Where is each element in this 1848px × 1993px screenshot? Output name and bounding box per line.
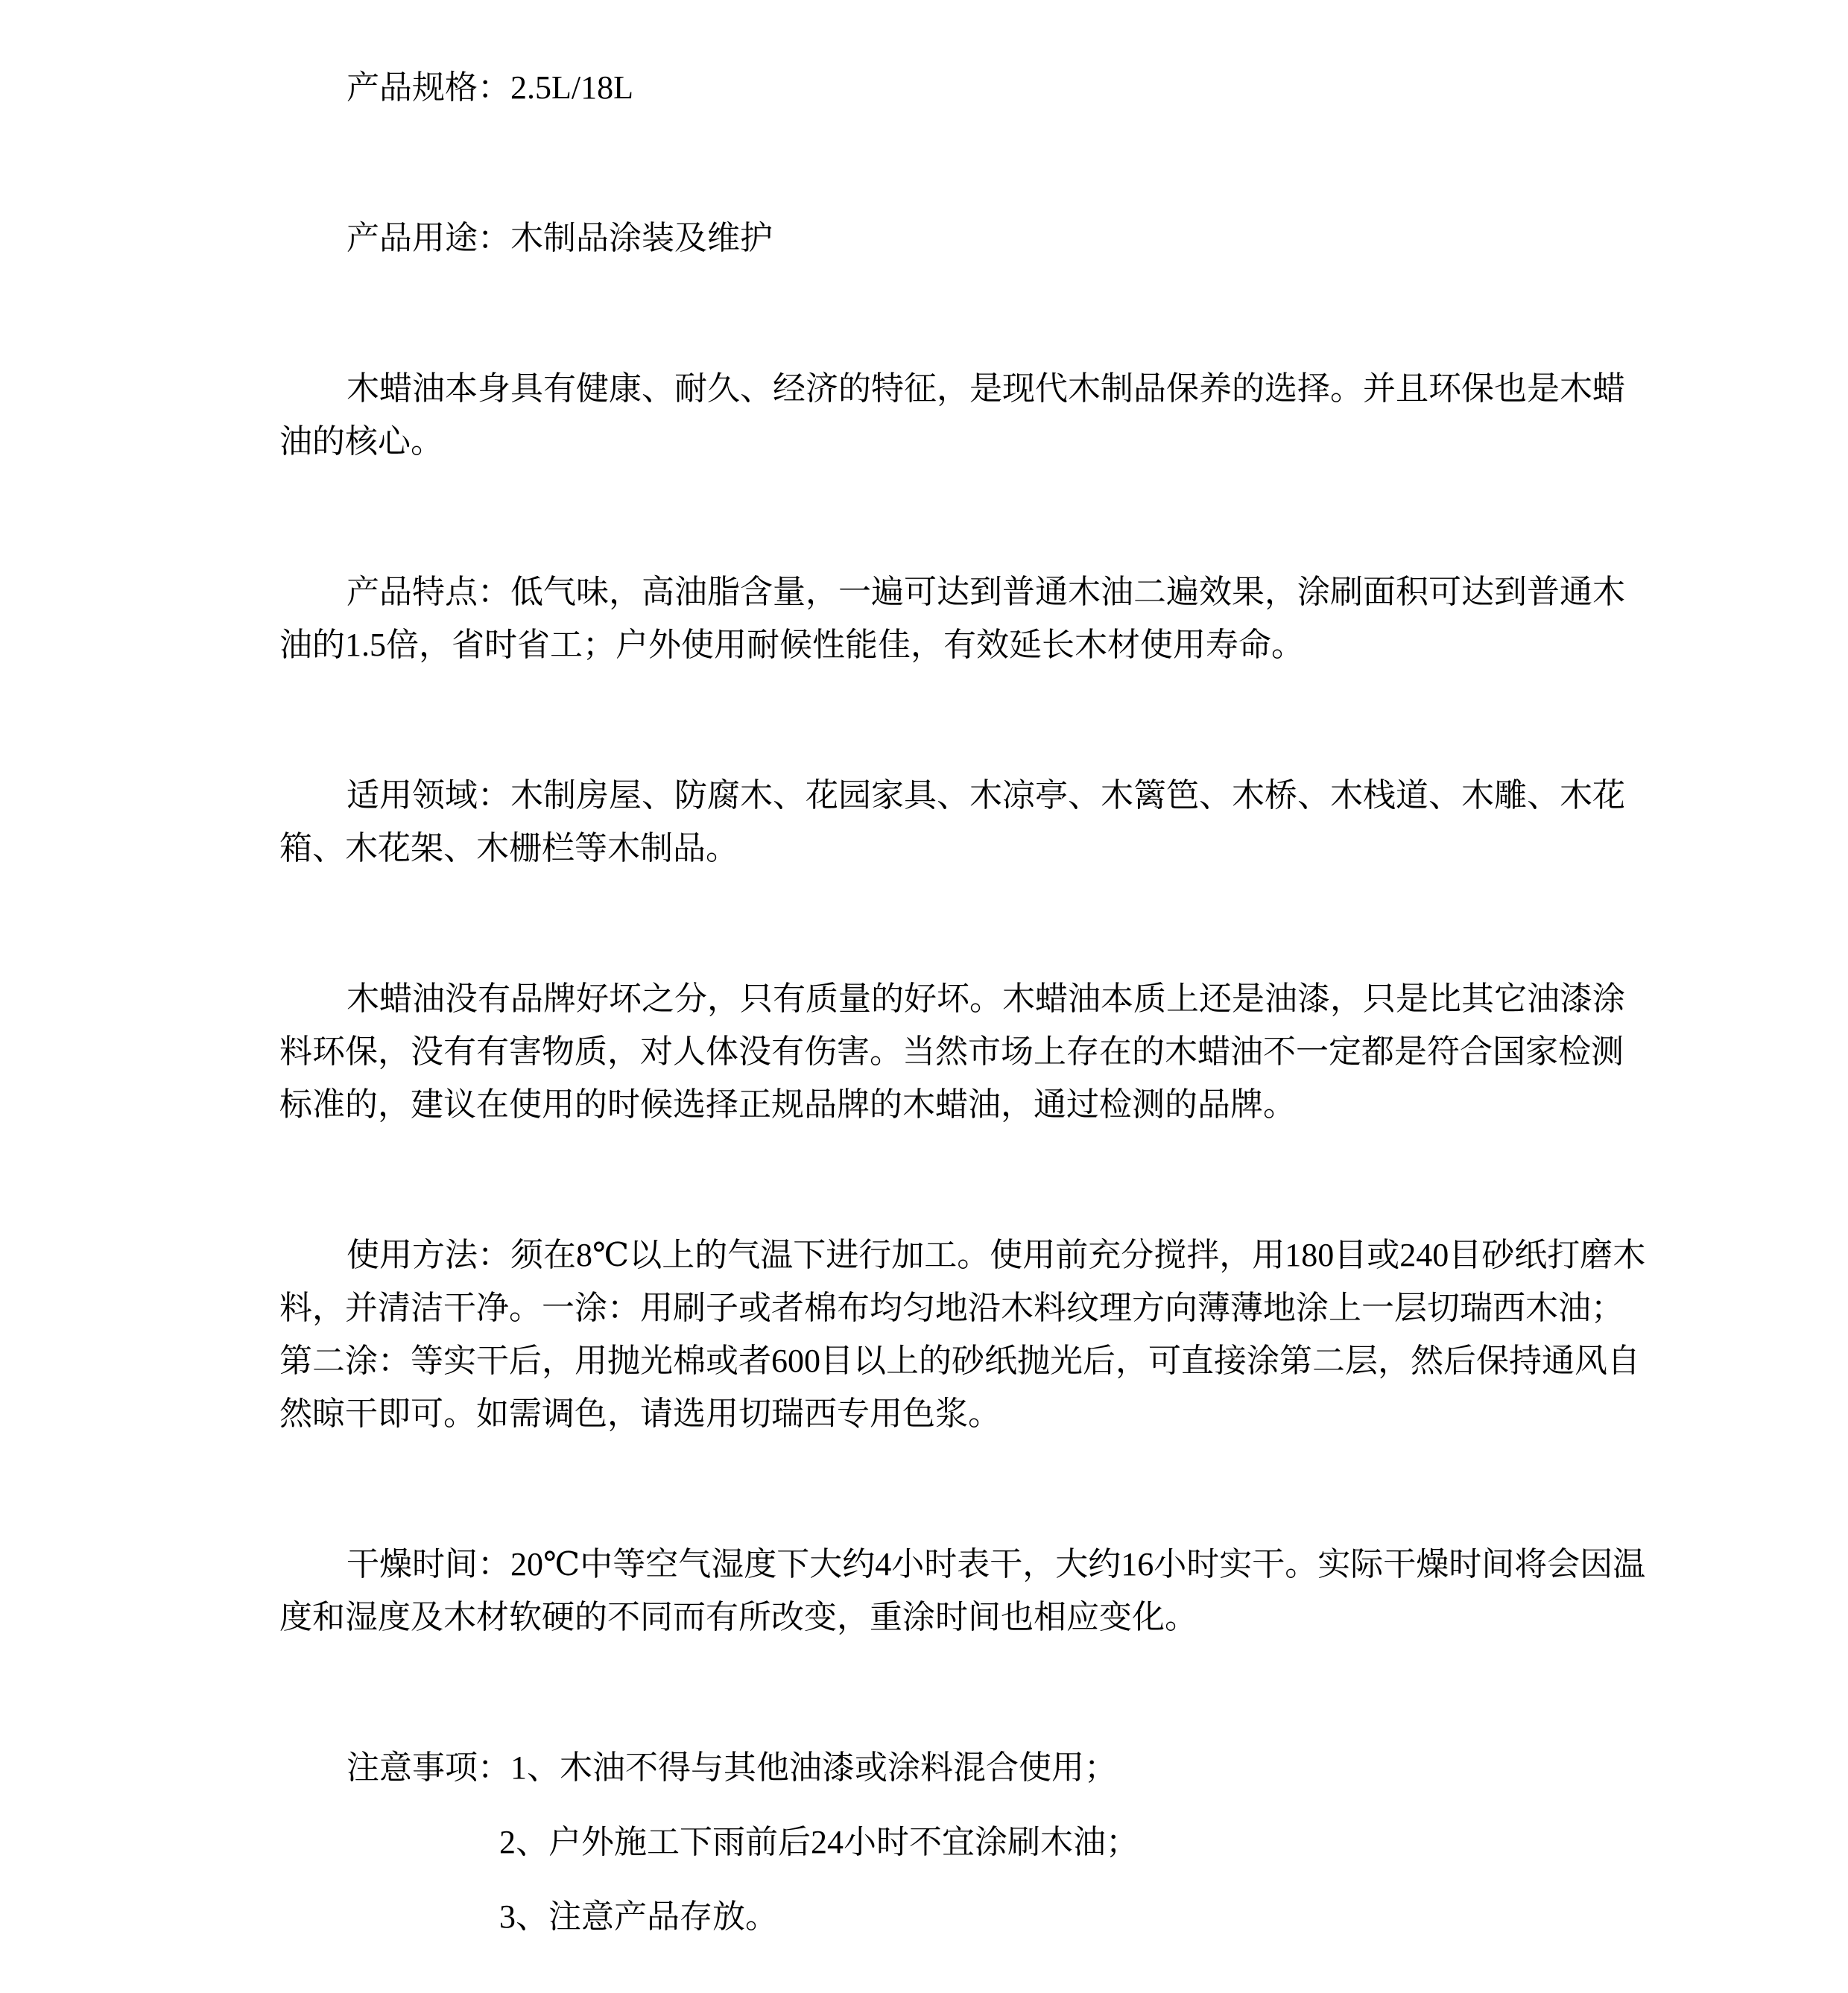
text-line: 注意事项：1、木油不得与其他油漆或涂料混合使用； (346, 1749, 1117, 1786)
document-body (279, 61, 1646, 1943)
applicable-fields-paragraph (279, 769, 1625, 875)
product-spec-paragraph (279, 61, 1576, 114)
text-line: 干燥时间：20℃中等空气湿度下大约4小时表干，大约16小时实干。实际干燥时间将会因温 (346, 1546, 1646, 1582)
text-line: 油的核心。 (279, 423, 443, 460)
text-line: 2、户外施工下雨前后24小时不宜涂刷木油； (499, 1824, 1139, 1860)
text-line: 木蜡油没有品牌好坏之分，只有质量的好坏。木蜡油本质上还是油漆，只是比其它油漆涂 (346, 980, 1625, 1017)
text-line: 箱、木花架、木栅栏等木制品。 (279, 830, 738, 866)
notes-item-3-paragraph (279, 1890, 1576, 1943)
text-line: 木蜡油本身具有健康、耐久、经济的特征，是现代木制品保养的选择。并且环保也是木蜡 (346, 370, 1625, 407)
text-line: 标准的，建议在使用的时候选择正规品牌的木蜡油，通过检测的品牌。 (279, 1086, 1296, 1123)
product-use-paragraph (279, 212, 1576, 264)
text-line: 产品特点：低气味，高油脂含量，一遍可达到普通木油二遍效果，涂刷面积可达到普通木 (346, 574, 1625, 610)
text-line: 3、注意产品存放。 (499, 1898, 778, 1935)
text-line: 第二涂：等实干后，用抛光棉或者600目以上的砂纸抛光后，可直接涂第二层，然后保持通风自 (279, 1343, 1640, 1379)
text-line: 料，并清洁干净。一涂：用刷子或者棉布均匀地沿木料纹理方向薄薄地涂上一层切瑞西木油； (279, 1290, 1624, 1326)
product-features-paragraph (279, 565, 1625, 671)
text-line: 料环保，没有有害物质，对人体没有伤害。当然市场上存在的木蜡油不一定都是符合国家检测 (279, 1033, 1624, 1070)
text-line: 产品规格：2.5L/18L (346, 69, 633, 106)
notes-item-1-paragraph (279, 1741, 1576, 1794)
usage-method-paragraph (279, 1229, 1646, 1440)
text-line: 然晾干即可。如需调色，请选用切瑞西专用色浆。 (279, 1395, 1001, 1432)
drying-time-paragraph (279, 1538, 1646, 1644)
intro-paragraph (279, 362, 1625, 468)
quality-discussion-paragraph (279, 972, 1625, 1131)
text-line: 适用领域：木制房屋、防腐木、花园家具、木凉亭、木篱笆、木桥、木栈道、木雕、木花 (346, 777, 1625, 814)
notes-item-2-paragraph (279, 1816, 1576, 1869)
text-line: 油的1.5倍，省时省工；户外使用耐候性能佳，有效延长木材使用寿命。 (279, 627, 1304, 663)
text-line: 产品用途：木制品涂装及维护 (346, 220, 773, 256)
text-line: 度和湿度及木材软硬的不同而有所改变，重涂时间也相应变化。 (279, 1599, 1197, 1635)
text-line: 使用方法：须在8℃以上的气温下进行加工。使用前充分搅拌，用180目或240目砂纸打磨木 (346, 1237, 1646, 1273)
